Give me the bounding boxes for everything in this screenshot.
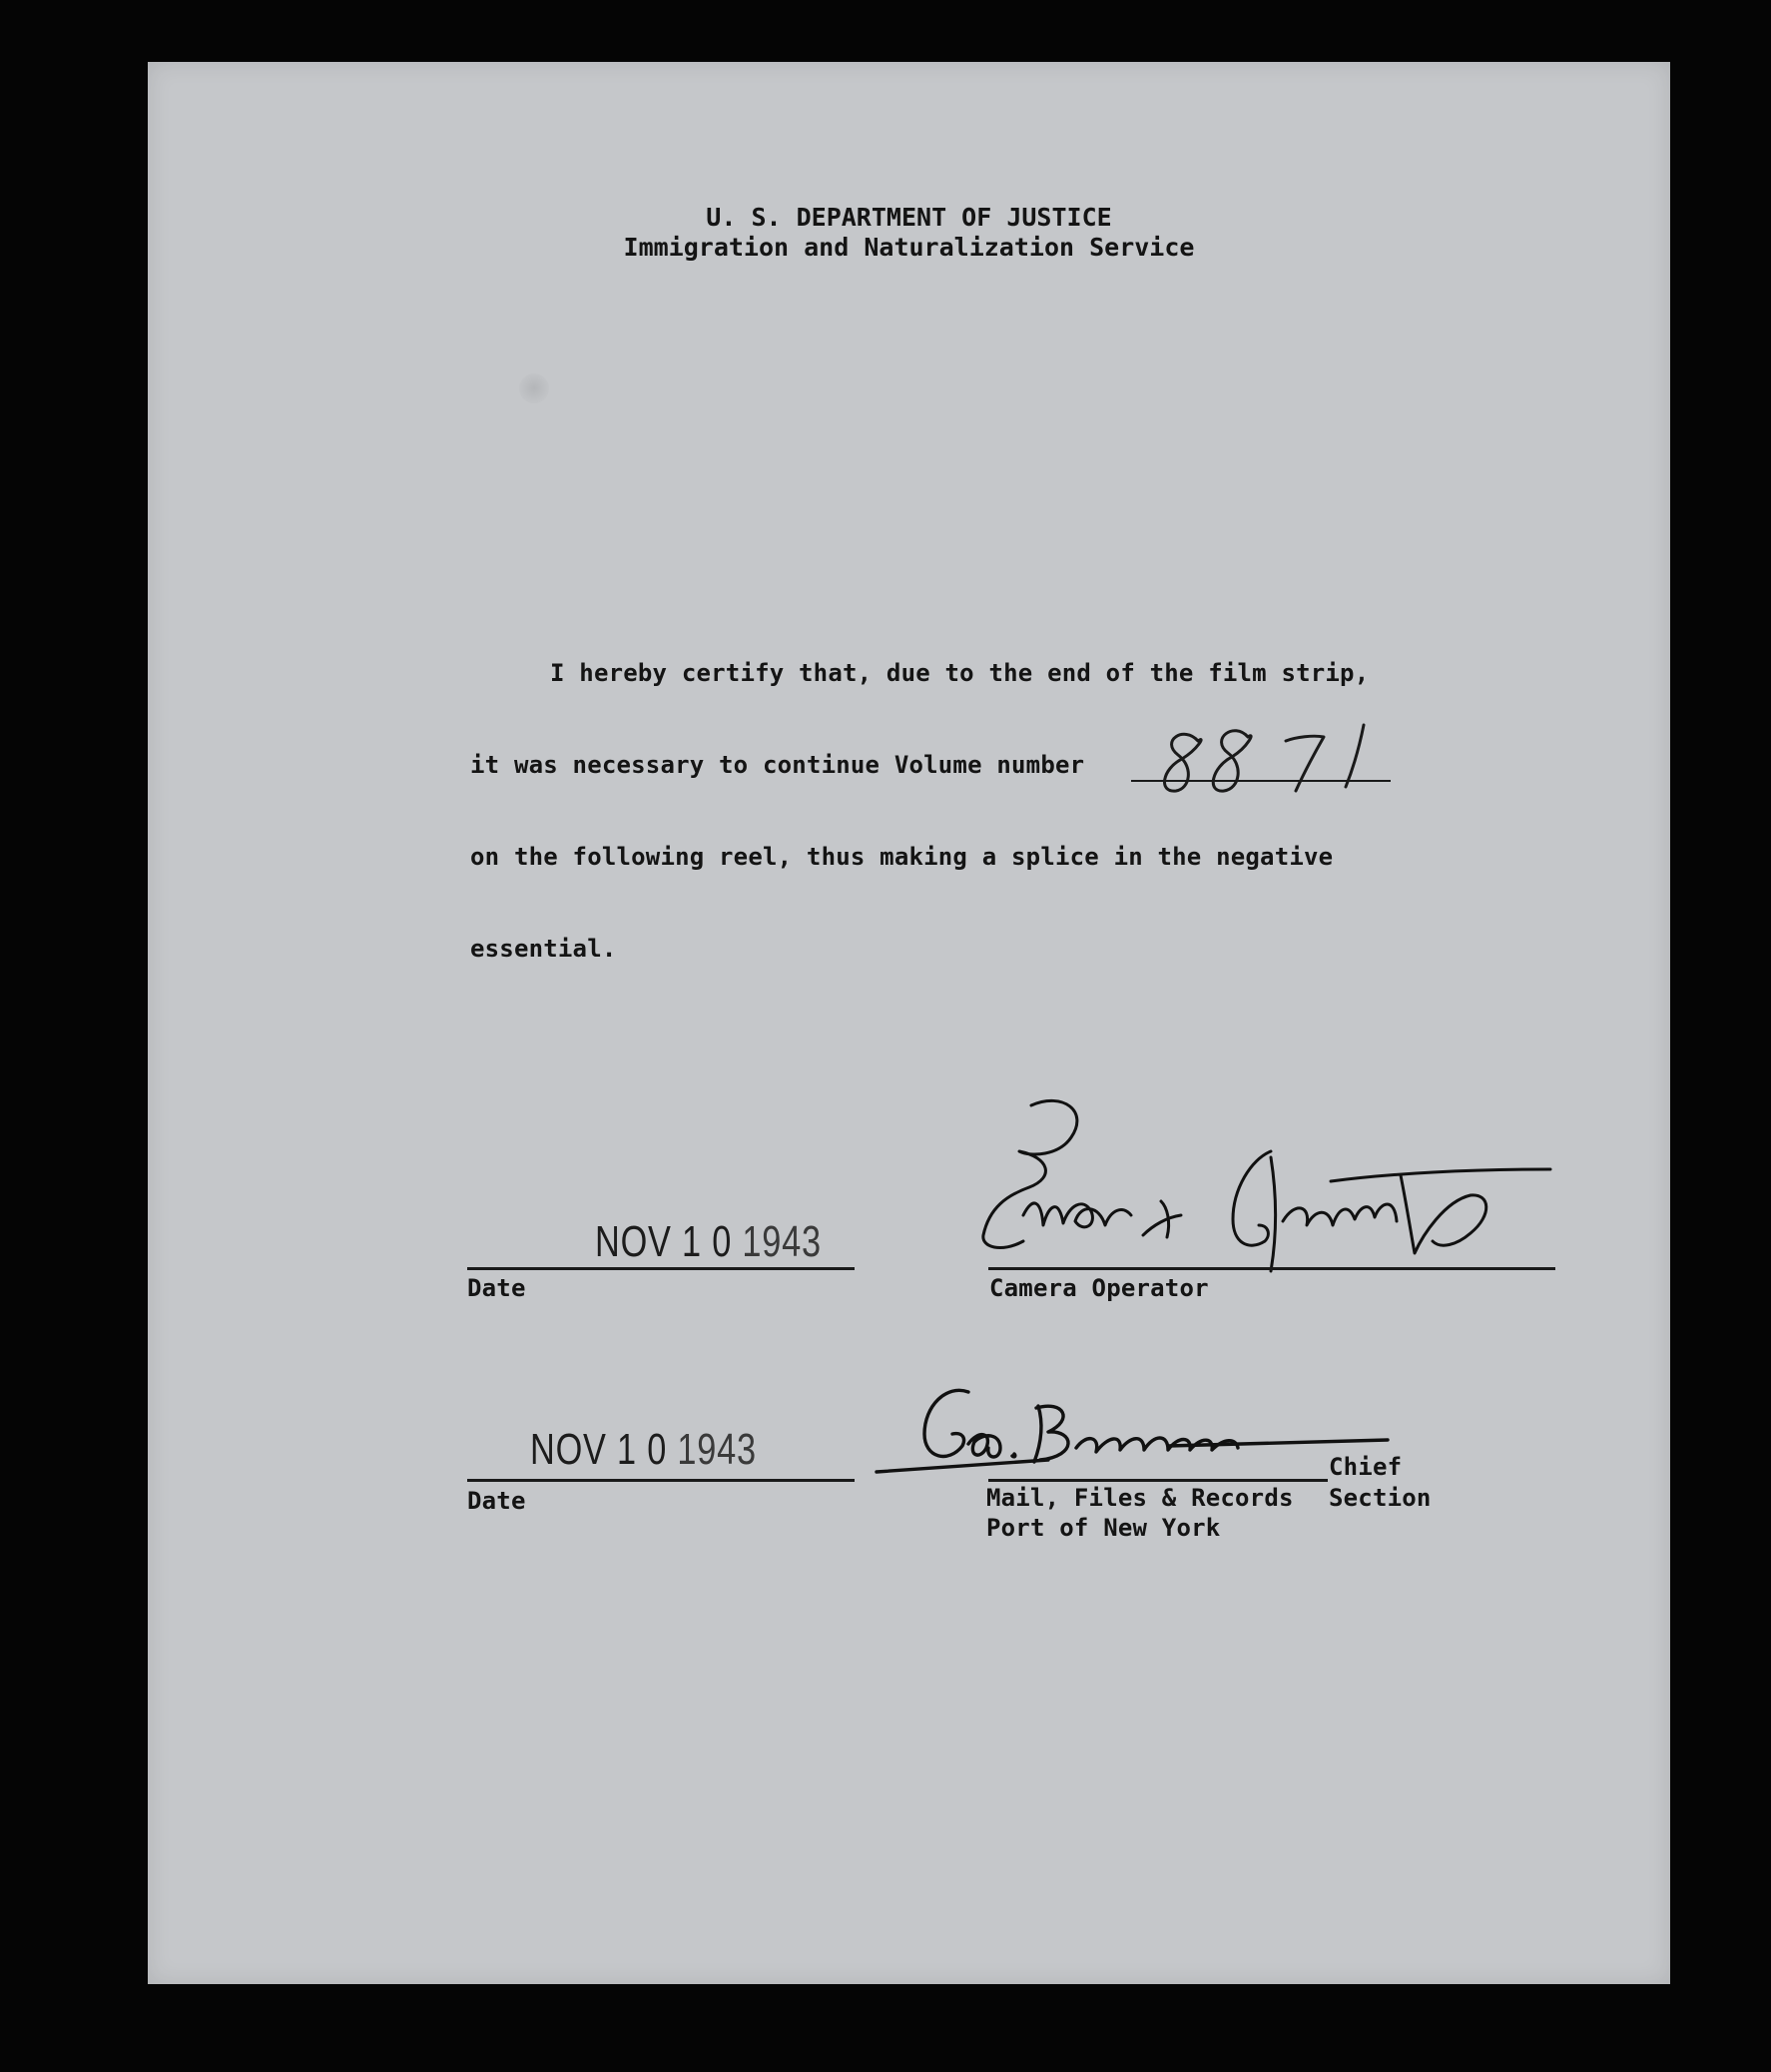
chief-date-line	[467, 1479, 855, 1482]
volume-number-drawing	[1146, 711, 1386, 811]
chief-date-stamp-month-day: NOV 1 0	[530, 1425, 668, 1474]
chief-date-stamp	[530, 1425, 757, 1474]
camera-date-label: Date	[467, 1274, 526, 1302]
chief-signature-line	[988, 1479, 1328, 1482]
chief-signature-drawing	[869, 1376, 1408, 1496]
office-name-label: Mail, Files & Records	[986, 1484, 1294, 1512]
volume-number-underline	[1131, 780, 1391, 782]
port-label: Port of New York	[986, 1514, 1221, 1542]
document-page	[148, 62, 1670, 1984]
volume-number-handwritten	[1146, 711, 1386, 811]
camera-operator-label: Camera Operator	[989, 1274, 1209, 1302]
paper-stain	[519, 373, 549, 403]
camera-date-line	[467, 1267, 855, 1270]
department-heading: U. S. DEPARTMENT OF JUSTICE	[706, 203, 1112, 232]
camera-operator-signature-drawing	[971, 1085, 1570, 1305]
camera-date-stamp-month-day: NOV 1 0	[595, 1217, 733, 1266]
camera-operator-signature-line	[988, 1267, 1555, 1270]
chief-signature	[869, 1376, 1408, 1496]
chief-title-label: Chief	[1329, 1453, 1403, 1481]
chief-date-label: Date	[467, 1487, 526, 1515]
section-label: Section	[1329, 1484, 1432, 1512]
service-heading: Immigration and Naturalization Service	[623, 233, 1195, 262]
camera-operator-signature	[971, 1085, 1570, 1305]
camera-date-stamp	[595, 1217, 822, 1266]
chief-date-stamp-year: 1943	[677, 1425, 757, 1474]
certification-line-4: essential.	[470, 935, 617, 963]
camera-date-stamp-year: 1943	[742, 1217, 822, 1266]
certification-line-3: on the following reel, thus making a splice in the negative	[470, 843, 1334, 871]
certification-line-2: it was necessary to continue Volume number	[470, 751, 1085, 779]
certification-line-1: I hereby certify that, due to the end of the film strip,	[550, 659, 1370, 687]
